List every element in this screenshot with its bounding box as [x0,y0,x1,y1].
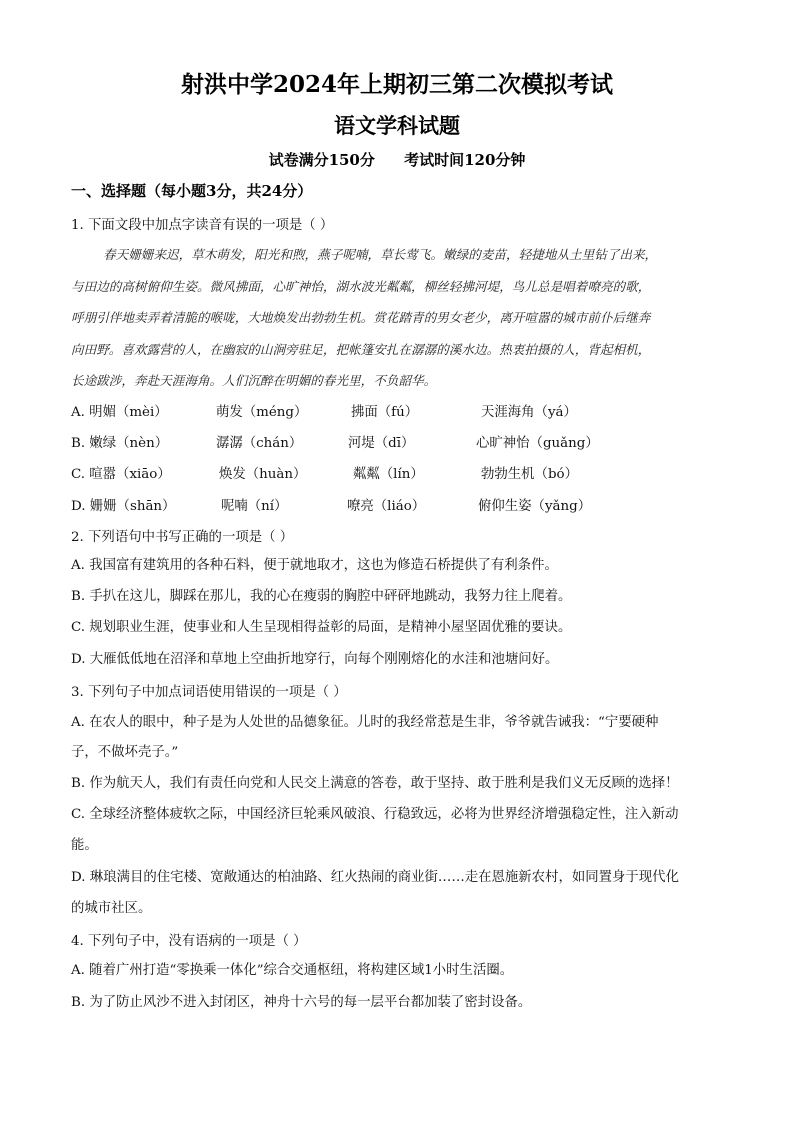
q3-option-c-cont: 能。 [71,838,98,853]
time-info: 考试时间120分钟 [404,151,526,169]
q1-option-d-4: 俯仰生姿（yǎng） [478,499,592,514]
q1-option-d-3: 嘹亮（liáo） [347,499,426,514]
q1-option-c-3: 粼粼（lín） [353,467,424,482]
score-info: 试卷满分150分 [268,151,375,169]
q1-option-d-1: D. 姗姗（shān） [71,499,176,514]
q1-option-b-2: 潺潺（chán） [216,436,303,451]
exam-title: 射洪中学2024年上期初三第二次模拟考试 [180,71,613,98]
q4-option-a: A. 随着广州打造“零换乘一体化”综合交通枢纽，将构建区域1小时生活圈。 [71,963,514,978]
q1-option-c-4: 勃勃生机（bó） [481,467,578,482]
q1-option-b-1: B. 嫩绿（nèn） [71,436,169,451]
passage-line: 向田野。喜欢露营的人，在幽寂的山涧旁驻足，把帐篷安扎在潺潺的溪水边。热衷拍摄的人，背起相机， [71,342,651,357]
passage-line: 春天姗姗来迟，草木萌发，阳光和煦，燕子呢喃，草长莺飞。嫩绿的麦苗，轻捷地从土里钻了出来， [103,247,658,262]
passage-line: 长途跋涉，奔赴天涯海角。人们沉醉在明媚的春光里，不负韶华。 [71,373,437,388]
q1-option-a-3: 拂面（fú） [351,405,419,420]
section-title: 一、选择题（每小题3分，共24分） [71,182,313,200]
q1-option-b-3: 河堤（dī） [348,436,415,451]
q1-option-b-4: 心旷神怡（guǎng） [476,436,599,451]
question-4-stem: 4. 下列句子中，没有语病的一项是（ ） [71,934,307,949]
q3-option-b: B. 作为航天人，我们有责任向党和人民交上满意的答卷，敢于坚持、敢于胜利是我们义无反顾的选择！ [71,776,679,791]
q1-option-c-2: 焕发（huàn） [219,467,307,482]
q2-option-a: A. 我国富有建筑用的各种石料，便于就地取才，这也为修造石桥提供了有利条件。 [71,558,558,573]
exam-subtitle: 语文学科试题 [334,113,460,138]
q1-option-d-2: 呢喃（ní） [221,499,288,514]
q1-option-a-2: 萌发（méng） [216,405,308,420]
q3-option-d-cont: 的城市社区。 [71,901,152,916]
question-1-stem: 1. 下面文段中加点字读音有误的一项是（ ） [71,218,334,233]
q1-option-a-4: 天涯海角（yá） [481,405,577,420]
q2-option-d: D. 大雁低低地在沼泽和草地上空曲折地穿行，向每个刚刚熔化的水洼和池塘问好。 [71,652,559,667]
q3-option-a: A. 在农人的眼中，种子是为人处世的品德象征。儿时的我经常惹是生非，爷爷就告诫我：“宁要硬种 [71,715,659,730]
q3-option-a-cont: 子，不做坏壳子。” [71,745,179,760]
question-3-stem: 3. 下列句子中加点词语使用错误的一项是（ ） [71,685,347,700]
passage-line: 与田边的高树俯仰生姿。微风拂面，心旷神怡，湖水波光粼粼，柳丝轻拂河堤，鸟儿总是唱着嘹亮的歌， [71,279,651,294]
q1-option-c-1: C. 喧嚣（xiāo） [71,467,171,482]
q1-option-a-1: A. 明媚（mèi） [71,405,168,420]
q2-option-b: B. 手扒在这儿，脚踩在那儿，我的心在瘦弱的胸腔中砰砰地跳动，我努力往上爬着。 [71,589,572,604]
q2-option-c: C. 规划职业生涯，使事业和人生呈现相得益彰的局面，是精神小屋坚固优雅的要诀。 [71,620,572,635]
exam-info [0,149,794,170]
q4-option-b: B. 为了防止风沙不进入封闭区，神舟十六号的每一层平台都加装了密封设备。 [71,995,532,1010]
q3-option-d: D. 琳琅满目的住宅楼、宽敞通达的柏油路、红火热闹的商业街……走在恩施新农村，如同置身于现代化 [71,870,679,885]
passage-line: 呼朋引伴地卖弄着清脆的喉咙，大地焕发出勃勃生机。赏花踏青的男女老少，离开喧嚣的城市前仆后继奔 [71,310,651,325]
q3-option-c: C. 全球经济整体疲软之际，中国经济巨轮乘风破浪、行稳致远，必将为世界经济增强稳定性，注入新动 [71,807,679,822]
question-2-stem: 2. 下列语句中书写正确的一项是（ ） [71,530,294,545]
